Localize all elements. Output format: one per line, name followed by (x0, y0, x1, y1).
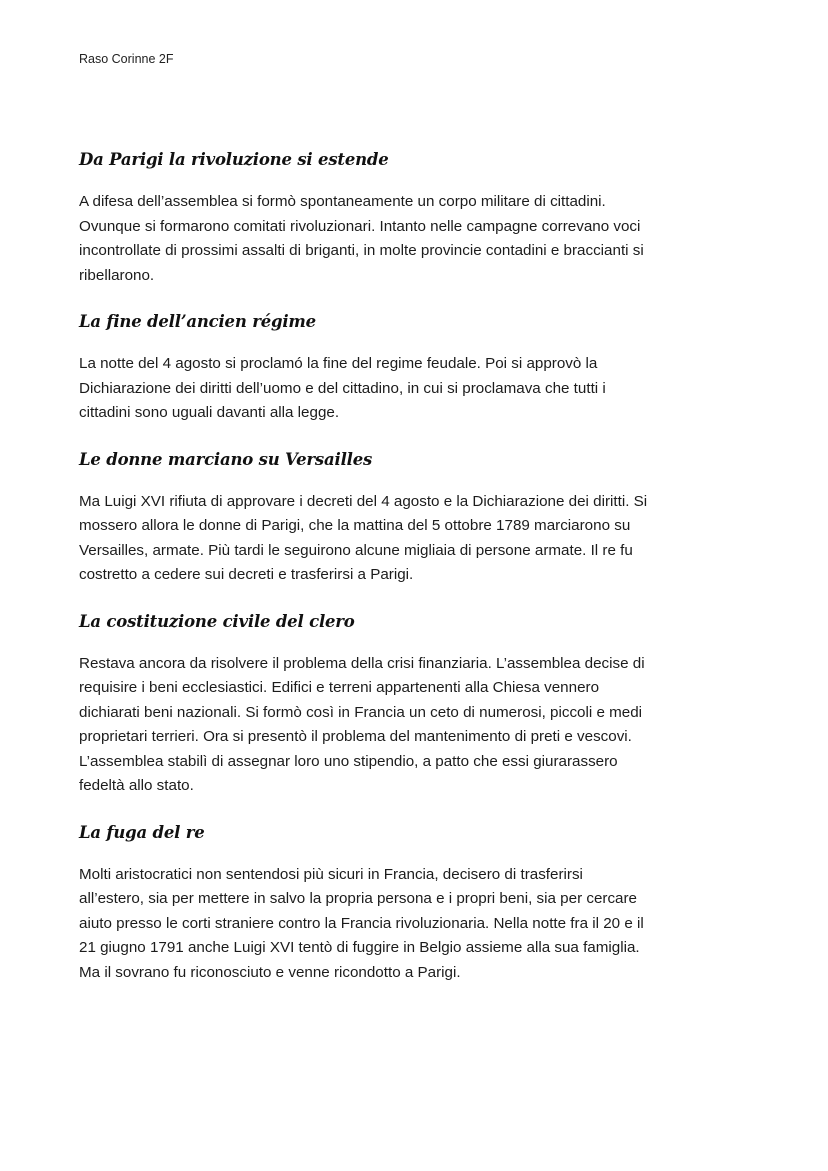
section-donne-versailles (79, 446, 759, 588)
section-paragraph: Restava ancora da risolvere il problema della crisi finanziaria. L’assemblea decise di requisire i beni ecclesiastici. Edifici e terreni appartenenti alla Chiesa vennero dichiarati beni nazionali. Si formò così in Francia un ceto di numerosi, piccoli e medi proprietari terrieri. Ora si presentò il problema del mantenimento di preti e vescovi. L’assemblea stabilì di assegnar loro uno stipendio, a patto che essi giurarassero fedeltà allo stato. (79, 654, 645, 794)
document-body (79, 146, 759, 1005)
section-da-parigi (79, 146, 759, 288)
section-paragraph: A difesa dell’assemblea si formò spontaneamente un corpo militare di cittadini. Ovunque si formarono comitati rivoluzionari. Intanto nelle campagne correvano voci incontrollate di prossimi assalti di briganti, in molte provincie contadini e braccianti si ribellarono. (79, 193, 644, 284)
section-title: La costituzione civile del clero (79, 611, 355, 631)
section-paragraph: Ma Luigi XVI rifiuta di approvare i decreti del 4 agosto e la Dichiarazione dei diritti. Si mossero allora le donne di Parigi, che la mattina del 5 ottobre 1789 marciarono su Versailles, armate. Più tardi le seguirono alcune migliaia di persone armate. Il re fu costretto a cedere sui decreti e trasferirsi a Parigi. (79, 492, 648, 583)
section-paragraph: La notte del 4 agosto si proclamó la fine del regime feudale. Poi si approvò la Dichiarazione dei diritti dell’uomo e del cittadino, in cui si proclamava che tutti i cittadini sono uguali davanti alla legge. (79, 355, 606, 421)
section-costituzione-clero (79, 608, 759, 799)
section-fuga-re (79, 819, 759, 986)
section-title: La fine dell’ancien régime (79, 312, 316, 331)
section-title: La fuga del re (79, 822, 205, 842)
section-fine-ancien-regime (79, 308, 759, 426)
section-paragraph: Molti aristocratici non sentendosi più sicuri in Francia, decisero di trasferirsi all’estero, sia per mettere in salvo la propria persona e i propri beni, sia per cercare aiuto presso le corti straniere contro la Francia rivoluzionaria. Nella notte fra il 20 e il 21 giugno 1791 anche Luigi XVI tentò di fuggire in Belgio assieme alla sua famiglia. Ma il sovrano fu riconosciuto e venne ricondotto a Parigi. (79, 865, 644, 981)
section-title: Le donne marciano su Versailles (79, 449, 373, 469)
author-header: Raso Corinne 2F (79, 52, 174, 66)
section-title: Da Parigi la rivoluzione si estende (79, 150, 389, 169)
